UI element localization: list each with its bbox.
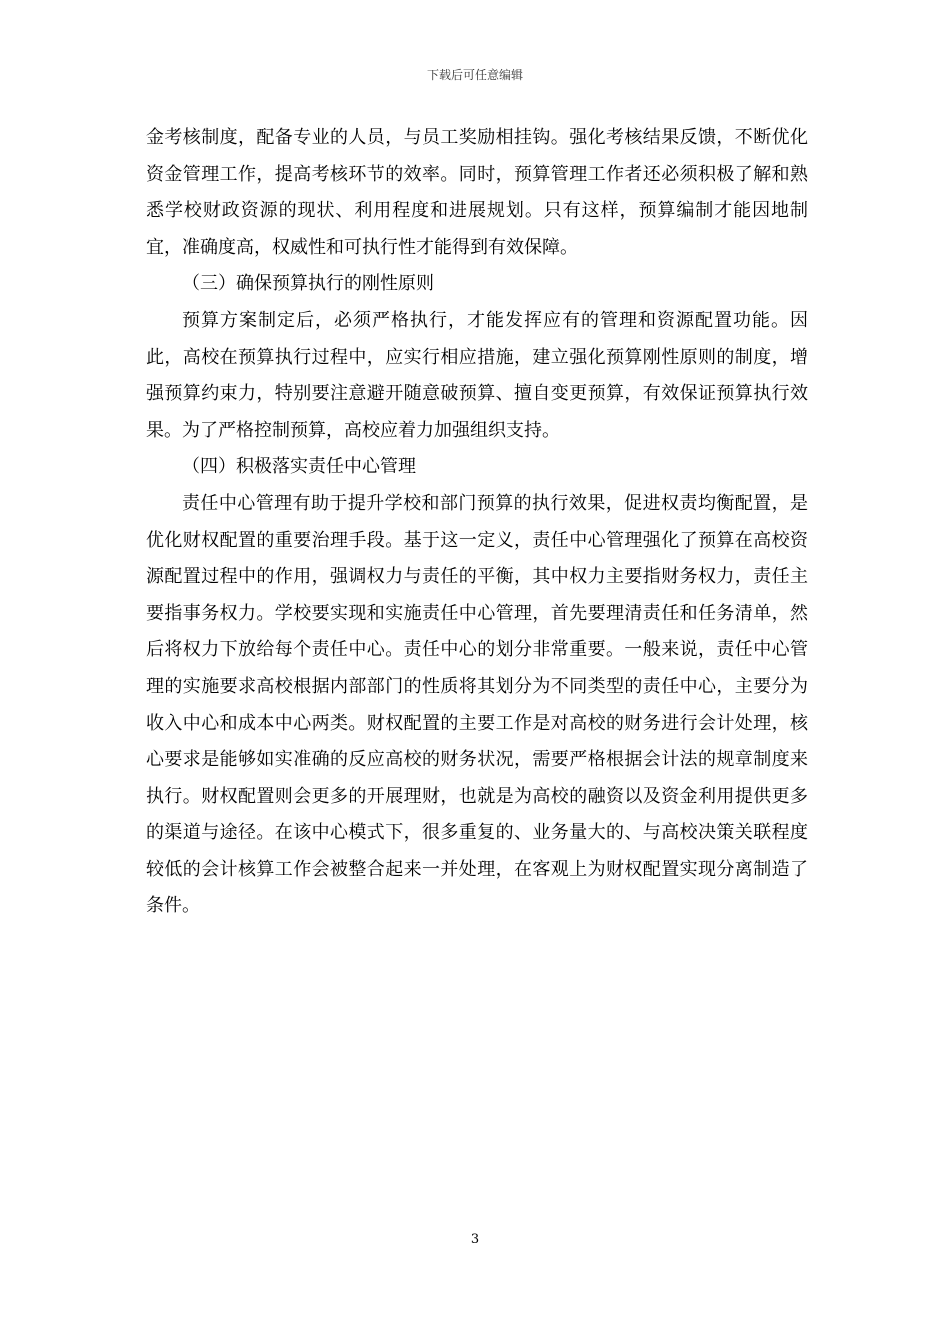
paragraph-continued: 金考核制度，配备专业的人员，与员工奖励相挂钩。强化考核结果反馈，不断优化资金管理工作，提高考核环节的效率。同时，预算管理工作者还必须积极了解和熟悉学校财政资源的现状、利用程度和进展规划。只有这样，预算编制才能因地制宜，准确度高，权威性和可执行性才能得到有效保障。 — [146, 127, 808, 258]
page-header: 下载后可任意编辑 — [426, 68, 523, 82]
paragraph-section-3: 预算方案制定后，必须严格执行，才能发挥应有的管理和资源配置功能。因此，高校在预算执行过程中，应实行相应措施，建立强化预算刚性原则的制度，增强预算约束力，特别要注意避开随意破预算、擅自变更预算，有效保证预算执行效果。为了严格控制预算，高校应着力加强组织支持。 — [146, 309, 808, 441]
section-heading-4: （四）积极落实责任中心管理 — [182, 456, 416, 478]
section-heading-3: （三）确保预算执行的刚性原则 — [182, 273, 434, 295]
paragraph-section-4: 责任中心管理有助于提升学校和部门预算的执行效果，促进权责均衡配置，是优化财权配置的重要治理手段。基于这一定义，责任中心管理强化了预算在高校资源配置过程中的作用，强调权力与责任的平衡，其中权力主要指财务权力，责任主要指事务权力。学校要实现和实施责任中心管理，首先要理清责任和任务清单，然后将权力下放给每个责任中心。责任中心的划分非常重要。一般来说，责任中心管理的实施要求高校根据内部部门的性质将其划分为不同类型的责任中心，主要分为收入中心和成本中心两类。财权配置的主要工作是对高校的财务进行会计处理，核心要求是能够如实准确的反应高校的财务状况，需要严格根据会计法的规章制度来执行。财权配置则会更多的开展理财，也就是为高校的融资以及资金利用提供更多的渠道与途径。在该中心模式下，很多重复的、业务量大的、与高校决策关联程度较低的会计核算工作会被整合起来一并处理，在客观上为财权配置实现分离制造了条件。 — [146, 492, 808, 917]
document-body — [146, 120, 808, 925]
page-number: 3 — [470, 1232, 480, 1247]
